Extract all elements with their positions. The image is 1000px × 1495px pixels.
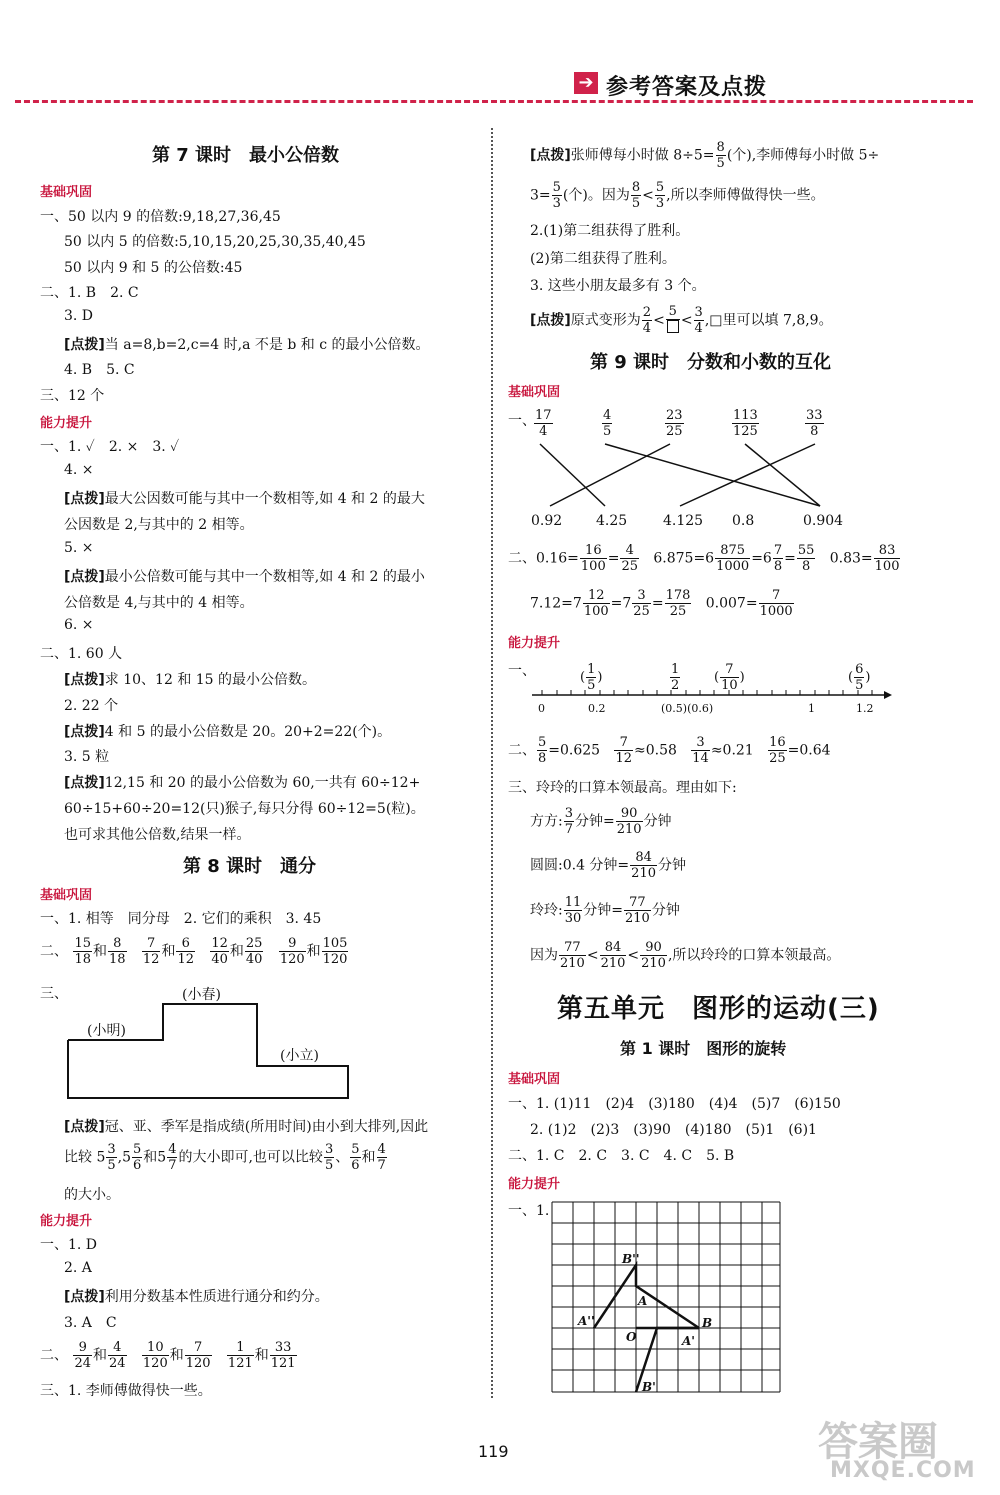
q-label: 一、 bbox=[508, 663, 536, 679]
section-basic: 基础巩固 bbox=[40, 185, 93, 200]
answer-line: 三、玲玲的口算本领最高。理由如下: bbox=[508, 780, 737, 796]
section-ability: 能力提升 bbox=[40, 1214, 93, 1229]
answer-line: 一、1. 相等 同分母 2. 它们的乘积 3. 45 bbox=[40, 911, 322, 927]
grid-label: B bbox=[702, 1316, 713, 1330]
match-decimal: 0.92 bbox=[531, 513, 563, 529]
tip-line: [点拨]冠、亚、季军是指成绩(所用时间)由小到大排列,因此 bbox=[64, 1119, 429, 1135]
fraction-line: 比较 5 $\frac{3}{5}$ ,5 $\frac{5}{6}$ 和5 $\frac{4}{7}$ 的大小即可,也可以比较 $\frac{3}{5}$ 、 $\frac{5}{6}$ 和 $\frac{4}{7}$ bbox=[64, 1142, 386, 1173]
match-frac: $\frac{17}{4}$ bbox=[535, 408, 552, 439]
answer-line: 4. × bbox=[64, 462, 94, 478]
tip-label: [点拨] bbox=[64, 775, 105, 791]
tip-label: [点拨] bbox=[64, 1119, 105, 1135]
answer-line: 一、1. (1)11 (2)4 (3)180 (4)4 (5)7 (6)150 bbox=[508, 1096, 841, 1112]
answer-line: 一、1. ✓ 2. × 3. ✓ bbox=[40, 439, 180, 455]
tip-line: [点拨]最大公因数可能与其中一个数相等,如 4 和 2 的最大 bbox=[64, 491, 425, 507]
numline-frac: ( $\frac{1}{5}$ ) bbox=[580, 662, 603, 693]
answer-line: 三、12 个 bbox=[40, 388, 105, 404]
tip-line: [点拨]12,15 和 20 的最小公倍数为 60,一共有 60÷12+ bbox=[64, 775, 421, 791]
match-frac: $\frac{4}{5}$ bbox=[603, 408, 612, 439]
answer-line: (2)第二组获得了胜利。 bbox=[530, 251, 676, 267]
match-decimal: 0.8 bbox=[732, 513, 755, 529]
grid-label: B'' bbox=[622, 1252, 640, 1266]
answer-line: 一、50 以内 9 的倍数:9,18,27,36,45 bbox=[40, 209, 281, 225]
lesson-8-title: 第 8 课时 通分 bbox=[183, 856, 317, 877]
answer-line: 也可求其他公倍数,结果一样。 bbox=[64, 827, 251, 843]
match-decimal: 0.904 bbox=[803, 513, 844, 529]
rotation-grid bbox=[550, 1200, 782, 1394]
numline-frac: ( $\frac{7}{10}$ ) bbox=[714, 662, 745, 693]
tip-label: [点拨] bbox=[64, 724, 105, 740]
grid-label: B' bbox=[642, 1380, 656, 1394]
answer-line: 2. 22 个 bbox=[64, 698, 119, 714]
tip-label: [点拨] bbox=[64, 337, 105, 353]
answer-line: 2. (1)2 (2)3 (3)90 (4)180 (5)1 (6)1 bbox=[530, 1122, 817, 1138]
fraction-line: 方方: $\frac{3}{7}$ 分钟= $\frac{90}{210}$ 分钟 bbox=[530, 806, 672, 837]
answer-line: 公倍数是 4,与其中的 4 相等。 bbox=[64, 595, 254, 611]
answer-line: 5. × bbox=[64, 540, 94, 556]
answer-line: 公因数是 2,与其中的 2 相等。 bbox=[64, 517, 254, 533]
tip-line: [点拨]求 10、12 和 15 的最小公倍数。 bbox=[64, 672, 317, 688]
tip-line: [点拨]4 和 5 的最小公倍数是 20。20+2=22(个)。 bbox=[64, 724, 392, 740]
numline-label: 0.2 bbox=[588, 702, 606, 715]
tip-line: [点拨]当 a=8,b=2,c=4 时,a 不是 b 和 c 的最小公倍数。 bbox=[64, 337, 430, 353]
grid-label: A'' bbox=[578, 1314, 595, 1328]
tip-line: [点拨]原式变形为 $\frac{2}{4}$ < 5 < $\frac{3}{4}$ ,□里可以填 7,8,9。 bbox=[530, 304, 833, 336]
grid-label: A bbox=[638, 1294, 648, 1308]
match-frac: $\frac{113}{125}$ bbox=[733, 408, 758, 439]
answer-line: 3. 5 粒 bbox=[64, 749, 110, 765]
answer-line: 三、 bbox=[40, 986, 68, 1002]
label-xiaochun: (小春) bbox=[182, 987, 221, 1003]
match-frac: $\frac{33}{8}$ bbox=[806, 408, 823, 439]
match-lines bbox=[520, 440, 860, 512]
fraction-line: 二、 $\frac{5}{8}$ =0.625 $\frac{7}{12}$ ≈0.58 $\frac{3}{14}$ ≈0.21 $\frac{16}{25}$ =0.64 bbox=[508, 735, 831, 766]
section-ability: 能力提升 bbox=[508, 1177, 561, 1192]
answer-line: 6. × bbox=[64, 617, 94, 633]
fraction-line: 7.12=7 $\frac{12}{100}$ =7 $\frac{3}{25}$ = $\frac{178}{25}$ 0.007= $\frac{7}{1000}$ bbox=[530, 588, 793, 619]
label-xiaoming: (小明) bbox=[87, 1023, 126, 1039]
tip-line: [点拨]利用分数基本性质进行通分和约分。 bbox=[64, 1289, 329, 1305]
lesson-9-title: 第 9 课时 分数和小数的互化 bbox=[590, 352, 832, 373]
fraction-line: 二、 $\frac{15}{18}$ 和 $\frac{8}{18}$ $\frac{7}{12}$ 和 $\frac{6}{12}$ $\frac{12}{40}$ 和 $\frac{25}{40}$ $\frac{9}{120}$ 和 $\frac{105}{120}$ bbox=[40, 936, 348, 967]
answer-line: 3. 这些小朋友最多有 3 个。 bbox=[530, 278, 706, 294]
answer-line: 2. A bbox=[64, 1260, 92, 1276]
section-basic: 基础巩固 bbox=[508, 1072, 561, 1087]
numline-frac: $\frac{1}{2}$ bbox=[671, 662, 680, 693]
numline-label: 1 bbox=[808, 702, 815, 715]
header-arrow-icon: ➔ bbox=[574, 72, 598, 94]
match-decimal: 4.25 bbox=[596, 513, 628, 529]
answer-line: 二、1. 60 人 bbox=[40, 646, 123, 662]
fraction-line: 二、0.16= $\frac{16}{100}$ = $\frac{4}{25}$ 6.875=6 $\frac{875}{1000}$ =6 $\frac{7}{8}$ = $\frac{55}{8}$ 0.83= $\frac{83}{100}$ bbox=[508, 543, 900, 574]
answer-line: 一、1. bbox=[508, 1203, 550, 1219]
fraction-line: 3= $\frac{5}{3}$ (个)。因为 $\frac{8}{5}$ < $\frac{5}{3}$ ,所以李师傅做得快一些。 bbox=[530, 180, 825, 211]
answer-line: 3. D bbox=[64, 308, 94, 324]
match-frac: $\frac{23}{25}$ bbox=[666, 408, 683, 439]
fraction-line: 因为 $\frac{77}{210}$ < $\frac{84}{210}$ < $\frac{90}{210}$ ,所以玲玲的口算本领最高。 bbox=[530, 940, 841, 971]
grid-label: A' bbox=[682, 1334, 695, 1348]
numline-frac: ( $\frac{6}{5}$ ) bbox=[848, 662, 871, 693]
answer-line: 60÷15+60÷20=12(只)猴子,每只分得 60÷12=5(粒)。 bbox=[64, 801, 425, 817]
answer-line: 一、1. D bbox=[40, 1237, 98, 1253]
numline-label: 0 bbox=[538, 702, 545, 715]
section-basic: 基础巩固 bbox=[40, 888, 93, 903]
page-header-title: 参考答案及点拨 bbox=[606, 75, 768, 100]
q-label: 一、 bbox=[508, 413, 536, 429]
answer-line: 二、1. C 2. C 3. C 4. C 5. B bbox=[508, 1148, 735, 1164]
tip-label: [点拨] bbox=[64, 569, 105, 585]
match-decimal: 4.125 bbox=[663, 513, 704, 529]
numline-label: 1.2 bbox=[856, 702, 874, 715]
answer-line: 3. A C bbox=[64, 1315, 117, 1331]
watermark-url: MXQE.COM bbox=[830, 1458, 976, 1483]
section-basic: 基础巩固 bbox=[508, 385, 561, 400]
numline-label: (0.5)(0.6) bbox=[661, 702, 714, 715]
watermark-logo: 答案圈 bbox=[818, 1419, 938, 1465]
tip-label: [点拨] bbox=[64, 1289, 105, 1305]
page-number: 119 bbox=[478, 1442, 509, 1461]
tip-label: [点拨] bbox=[64, 491, 105, 507]
lesson-7-title: 第 7 课时 最小公倍数 bbox=[152, 145, 340, 166]
answer-line: 50 以内 5 的倍数:5,10,15,20,25,30,35,40,45 bbox=[64, 234, 366, 250]
grid-label: O bbox=[626, 1330, 637, 1344]
tip-line: [点拨]最小公倍数可能与其中一个数相等,如 4 和 2 的最小 bbox=[64, 569, 425, 585]
unit-5-lesson-1-title: 第 1 课时 图形的旋转 bbox=[620, 1039, 787, 1058]
fraction-line: 圆圆:0.4 分钟= $\frac{84}{210}$ 分钟 bbox=[530, 850, 686, 881]
fraction-line: 二、 $\frac{9}{24}$ 和 $\frac{4}{24}$ $\frac{10}{120}$ 和 $\frac{7}{120}$ $\frac{1}{121}$ 和 $\frac{33}{121}$ bbox=[40, 1340, 296, 1371]
section-ability: 能力提升 bbox=[40, 416, 93, 431]
fraction-line: 玲玲: $\frac{11}{30}$ 分钟= $\frac{77}{210}$ 分钟 bbox=[530, 895, 680, 926]
unit-5-title: 第五单元 图形的运动(三) bbox=[557, 994, 880, 1024]
answer-line: 4. B 5. C bbox=[64, 362, 135, 378]
tip-label: [点拨] bbox=[64, 672, 105, 688]
answer-line: 2.(1)第二组获得了胜利。 bbox=[530, 223, 690, 239]
answer-line: 二、1. B 2. C bbox=[40, 285, 139, 301]
answer-line: 三、1. 李师傅做得快一些。 bbox=[40, 1383, 212, 1399]
answer-line: 50 以内 9 和 5 的公倍数:45 bbox=[64, 260, 243, 276]
label-xiaoli: (小立) bbox=[280, 1048, 319, 1064]
header-divider bbox=[15, 100, 973, 103]
tip-line: [点拨]张师傅每小时做 8÷5= $\frac{8}{5}$ (个),李师傅每小时做 5÷ bbox=[530, 140, 880, 171]
column-divider bbox=[491, 128, 493, 1398]
answer-line: 的大小。 bbox=[64, 1187, 120, 1203]
section-ability: 能力提升 bbox=[508, 636, 561, 651]
